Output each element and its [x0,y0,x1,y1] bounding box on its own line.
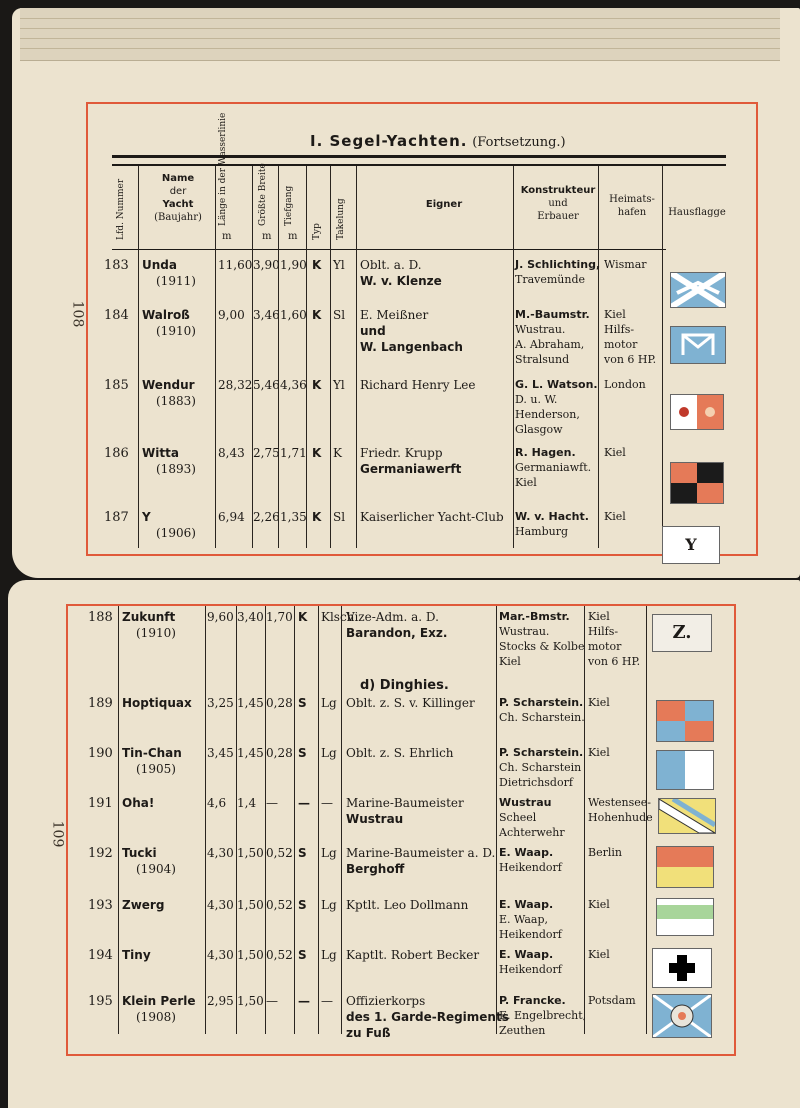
row-number: 188 [88,610,113,625]
beam-value: 1,45 [237,696,264,710]
yacht-name: Walroß [142,308,190,322]
builder-line-3: Heikendorf [499,928,562,941]
col-rule [306,166,307,548]
flag-walross-icon [670,326,726,364]
col-rule [278,166,279,548]
col-rule [662,166,663,548]
page-stack-edge [20,8,780,61]
rig-value: Sl [333,510,346,524]
yacht-name: Wendur [142,378,195,392]
yacht-name: Y [142,510,151,524]
home-port-line-1: Kiel [604,510,626,523]
owner-line-2: Germaniawerft [360,462,462,476]
draft-value: 0,52 [266,846,293,860]
row-number: 191 [88,796,113,811]
builder-line-2: E. Waap, [499,913,549,926]
draft-value: 0,28 [266,746,293,760]
builder-line-2: Germaniawft. [515,461,592,474]
length-value: 4,30 [207,898,234,912]
length-value: 6,94 [218,510,245,524]
home-port-line-1: Berlin [588,846,622,859]
type-value: K [312,258,322,272]
rig-value: K [333,446,342,460]
header-breite: Größte Breite [258,163,268,226]
builder-line-1: P. Scharstein. [499,696,584,709]
home-port-line-1: Potsdam [588,994,636,1007]
owner-line-1: Kaiserlicher Yacht-Club [360,510,504,524]
col-rule [118,606,119,1034]
rig-value: Lg [321,898,337,912]
page-frame-bottom [66,604,736,1056]
draft-value: 0,52 [266,898,293,912]
header-eigner: Eigner [425,199,463,210]
yacht-name: Unda [142,258,177,272]
beam-value: 3,40 [237,610,264,624]
home-port-line-1: Kiel [604,446,626,459]
title-rule [112,155,726,158]
page-number-top: 108 [69,300,86,328]
type-value: K [312,510,322,524]
builder-line-1: W. v. Hacht. [515,510,589,523]
col-rule [598,166,599,548]
flag-hoptiquax-icon [656,700,714,742]
rig-value: Lg [321,948,337,962]
builder-line-2: Ch. Scharstein. [499,711,585,724]
page-number-bottom: 109 [49,820,66,848]
owner-line-1: Offizierkorps [346,994,426,1008]
flag-y-label: Y [663,527,719,563]
rig-value: — [321,796,333,810]
draft-value: 0,28 [266,696,293,710]
col-rule [341,606,342,1034]
builder-line-4: Glasgow [515,423,563,436]
builder-line-2: Ch. Scharstein [499,761,582,774]
table-title: I. Segel-Yachten. (Fortsetzung.) [310,132,566,150]
build-year: (1911) [156,274,196,288]
row-number: 194 [88,948,113,963]
owner-line-1: Oblt. z. S. v. Killinger [346,696,475,710]
col-rule [496,606,497,1034]
build-year: (1893) [156,462,196,476]
builder-line-2: Travemünde [515,273,586,286]
owner-line-1: Kptlt. Leo Dollmann [346,898,469,912]
row-number: 183 [104,258,129,273]
length-value: 9,00 [218,308,245,322]
type-value: S [298,746,307,760]
header-takelung: Takelung [336,198,346,240]
flag-witta-icon [670,462,724,504]
home-port-line-1: Kiel [588,746,610,759]
row-number: 189 [88,696,113,711]
draft-value: 0,52 [266,948,293,962]
owner-line-1: Friedr. Krupp [360,446,443,460]
builder-line-1: P. Francke. [499,994,566,1007]
builder-line-3: Zeuthen [499,1024,546,1037]
home-port-line-2: Hohenhude [588,811,653,824]
builder-line-1: E. Waap. [499,898,554,911]
flag-tucki-icon [656,846,714,888]
col-rule [215,166,216,548]
unit-m-3: m [288,231,298,242]
owner-line-1: E. Meißner [360,308,429,322]
builder-line-1: G. L. Watson. [515,378,598,391]
header-typ: Typ [312,223,322,240]
builder-line-2: Wustrau. [499,625,550,638]
builder-line-1: J. Schlichting, [515,258,601,271]
header-name: Name der Yacht (Baujahr) [154,173,202,223]
builder-line-1: Wustrau [499,796,552,809]
flag-tiny-icon [652,948,712,988]
col-rule [330,166,331,548]
builder-line-3: A. Abraham, [515,338,585,351]
home-port-line-1: Kiel [588,898,610,911]
builder-line-3: Kiel [515,476,537,489]
type-value: K [312,446,322,460]
header-laenge: Länge in der Wasserlinie [218,112,228,226]
home-port-line-1: Westensee- [588,796,651,809]
build-year: (1908) [136,1010,176,1024]
type-value: S [298,898,307,912]
length-value: 3,25 [207,696,234,710]
rig-value: Lg [321,746,337,760]
home-port-line-4: von 6 HP. [604,353,657,366]
home-port-line-1: Kiel [604,308,626,321]
builder-line-1: P. Scharstein. [499,746,584,759]
row-number: 190 [88,746,113,761]
length-value: 4,30 [207,948,234,962]
row-number: 186 [104,446,129,461]
length-value: 8,43 [218,446,245,460]
col-rule [138,166,139,548]
builder-line-3: Stocks & Kolbe [499,640,585,653]
beam-value: 1,4 [237,796,257,810]
header-konstrukteur: Konstrukteur und Erbauer [520,185,596,222]
col-rule [356,166,357,548]
beam-value: 1,50 [237,898,264,912]
type-value: S [298,846,307,860]
flag-z-label: Z. [653,615,711,651]
owner-line-1: Marine-Baumeister a. D. [346,846,496,860]
header-hausflagge: Hausflagge [668,207,726,218]
beam-value: 2,75 [253,446,280,460]
beam-value: 5,46 [253,378,280,392]
beam-value: 1,50 [237,948,264,962]
type-value: — [298,994,310,1008]
owner-line-1: Marine-Baumeister [346,796,464,810]
length-value: 3,45 [207,746,234,760]
builder-line-3: Henderson, [515,408,580,421]
home-port-line-2: Hilfs- [604,323,635,336]
yacht-name: Witta [142,446,179,460]
home-port-line-4: von 6 HP. [588,655,641,668]
draft-value: 1,35 [280,510,307,524]
row-number: 184 [104,308,129,323]
col-rule [584,606,585,1034]
home-port-line-2: Hilfs- [588,625,619,638]
header-rule-bottom [112,249,666,250]
rig-value: Sl [333,308,346,322]
type-value: S [298,948,307,962]
type-value: K [312,378,322,392]
home-port-line-1: London [604,378,646,391]
builder-line-4: Kiel [499,655,521,668]
builder-line-2: Hamburg [515,525,569,538]
owner-line-1: Oblt. z. S. Ehrlich [346,746,454,760]
row-number: 187 [104,510,129,525]
owner-line-3: W. Langenbach [360,340,463,354]
owner-line-1: Kaptlt. Robert Becker [346,948,480,962]
owner-line-1: Oblt. a. D. [360,258,422,272]
home-port-line-1: Kiel [588,948,610,961]
col-rule [513,166,514,548]
header-lfd-nummer: Lfd. Nummer [116,178,126,240]
yacht-name: Zukunft [122,610,176,624]
rig-value: Klsch [321,610,355,624]
draft-value: 1,90 [280,258,307,272]
owner-line-3: zu Fuß [346,1026,391,1040]
builder-line-1: M.-Baumstr. [515,308,590,321]
yacht-name: Oha! [122,796,155,810]
builder-line-3: Achterwehr [499,826,565,839]
yacht-name: Tin-Chan [122,746,182,760]
builder-line-2: E. Engelbrecht, [499,1009,587,1022]
beam-value: 3,46 [253,308,280,322]
flag-zwerg-icon [656,898,714,936]
owner-line-2: W. v. Klenze [360,274,442,288]
row-number: 185 [104,378,129,393]
home-port-line-1: Kiel [588,610,610,623]
build-year: (1883) [156,394,196,408]
rig-value: — [321,994,333,1008]
unit-m-2: m [262,231,272,242]
owner-line-2: Wustrau [346,812,404,826]
header-tiefgang: Tiefgang [284,185,294,226]
header-rule-top [112,164,726,166]
length-value: 2,95 [207,994,234,1008]
yacht-name: Hoptiquax [122,696,192,710]
row-number: 195 [88,994,113,1009]
rig-value: Lg [321,846,337,860]
flag-tin-chan-icon [656,750,714,790]
builder-line-2: Heikendorf [499,963,562,976]
flag-unda-icon [670,272,726,308]
col-rule [205,606,206,1034]
flag-klein-perle-icon [652,994,712,1038]
yacht-name: Klein Perle [122,994,196,1008]
builder-line-1: R. Hagen. [515,446,576,459]
home-port-line-3: motor [588,640,622,653]
row-number: 192 [88,846,113,861]
build-year: (1904) [136,862,176,876]
builder-line-4: Stralsund [515,353,570,366]
builder-line-2: Wustrau. [515,323,566,336]
owner-line-1: Richard Henry Lee [360,378,476,392]
builder-line-1: Mar.-Bmstr. [499,610,570,623]
beam-value: 2,26 [253,510,280,524]
owner-line-1: Vize-Adm. a. D. [346,610,439,624]
draft-value: 1,71 [280,446,307,460]
build-year: (1906) [156,526,196,540]
type-value: K [312,308,322,322]
length-value: 9,60 [207,610,234,624]
yacht-name: Tucki [122,846,157,860]
draft-value: 4,36 [280,378,307,392]
header-heimatshafen: Heimats- hafen [609,194,655,218]
builder-line-2: Heikendorf [499,861,562,874]
flag-y-icon [662,526,720,564]
col-rule [236,606,237,1034]
length-value: 4,30 [207,846,234,860]
rig-value: Yl [333,258,345,272]
owner-line-2: Berghoff [346,862,405,876]
owner-line-2: und [360,324,386,338]
beam-value: 1,50 [237,994,264,1008]
home-port-line-1: Kiel [588,696,610,709]
builder-line-1: E. Waap. [499,846,554,859]
builder-line-3: Dietrichsdorf [499,776,573,789]
home-port-line-3: motor [604,338,638,351]
beam-value: 3,90 [253,258,280,272]
beam-value: 1,45 [237,746,264,760]
builder-line-1: E. Waap. [499,948,554,961]
beam-value: 1,50 [237,846,264,860]
rig-value: Yl [333,378,345,392]
row-number: 193 [88,898,113,913]
type-value: K [298,610,308,624]
build-year: (1910) [136,626,176,640]
rig-value: Lg [321,696,337,710]
builder-line-2: D. u. W. [515,393,558,406]
owner-line-2: Barandon, Exz. [346,626,448,640]
length-value: 4,6 [207,796,227,810]
yacht-name: Zwerg [122,898,165,912]
col-rule [265,606,266,1034]
length-value: 11,60 [218,258,253,272]
col-rule [252,166,253,548]
flag-wendur-icon [670,394,724,430]
draft-value: — [266,994,278,1008]
type-value: — [298,796,310,810]
length-value: 28,32 [218,378,253,392]
build-year: (1905) [136,762,176,776]
col-rule [318,606,319,1034]
draft-value: 1,60 [280,308,307,322]
section-title-dinghies: d) Dinghies. [360,678,449,693]
draft-value: — [266,796,278,810]
draft-value: 1,70 [266,610,293,624]
owner-line-2: des 1. Garde-Regiments [346,1010,509,1024]
flag-oha-icon [658,798,716,834]
build-year: (1910) [156,324,196,338]
home-port-line-1: Wismar [604,258,647,271]
type-value: S [298,696,307,710]
unit-m-1: m [222,231,232,242]
builder-line-2: Scheel [499,811,537,824]
flag-zukunft-icon [652,614,712,652]
col-rule [294,606,295,1034]
yacht-name: Tiny [122,948,151,962]
